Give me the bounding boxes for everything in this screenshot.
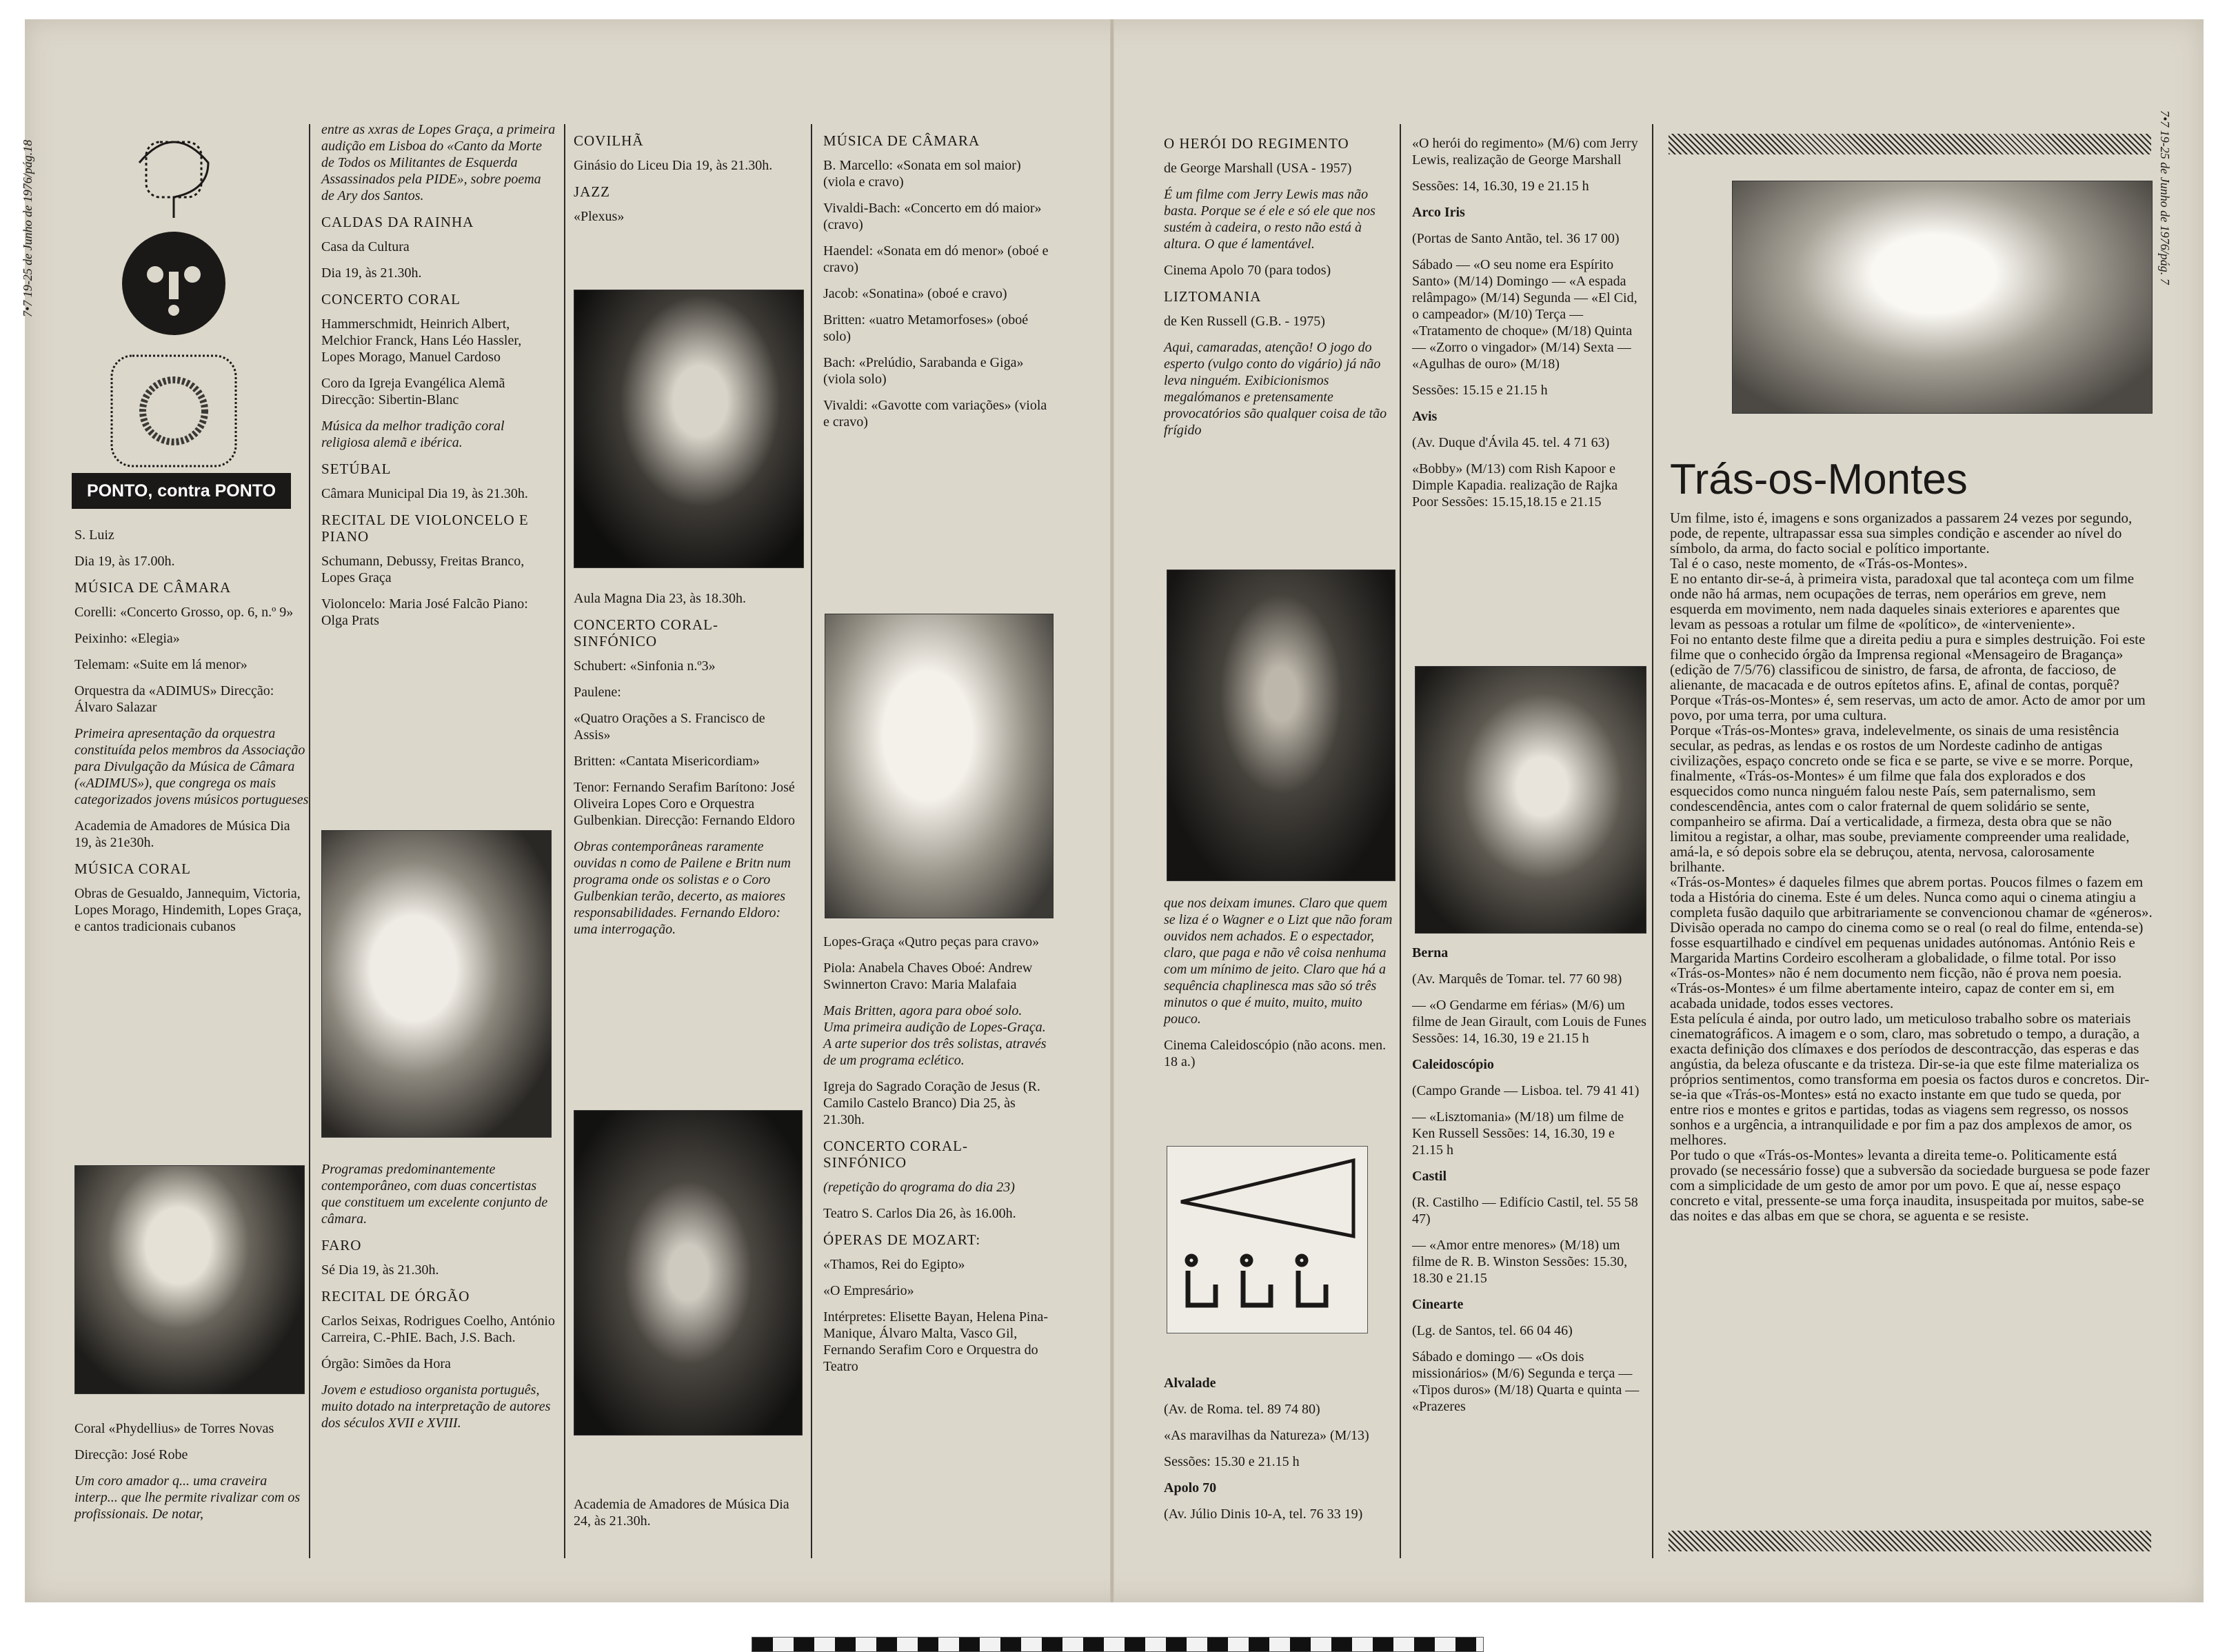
review-note: (repetição do qrograma do dia 23) [823, 1180, 1015, 1195]
listing-text: Sessões: 15.30 e 21.15 h [1164, 1454, 1300, 1469]
top-hatch-band [1669, 134, 2151, 154]
feature-paragraph: Foi no entanto deste filme que a direita pediu a pura e simples destruição. Foi este filme que o conhecido órgão da Imprensa regional «Mensageiro de Bragança» (edição de 7/5/76) classificou de sinistro, de farsa, de afronta, de faccioso, de alienante, de macacada e de outros epítetos afins. E, afinal de contas, porquê? [1670, 631, 2146, 693]
feature-paragraph: «Trás-os-Montes» é daqueles filmes que abrem portas. Poucos filmes o fazem em toda a História do cinema. Este é um deles. Nunca como aqui o cinema atingiu a completa fusão daquilo que arbitrariamente se convencionou chamar de «géneros». Divisão operada no campo do cinema como se o real (o real do filme, entenda-se) fosse esquartilhado e cindível em pequenas unidades autónomas. António Reis e Margarida Martins Cordeiro escolheram a globalidade, o filme total. Por isso «Trás-os-Montes» não é nem documento nem ficção, não é prova nem poesia. «Trás-os-Montes» é um filme abertamente inteiro, capaz de conter em si, em acabada unidade, todos esses vectores. [1670, 874, 2153, 1011]
listing-text: de George Marshall (USA - 1957) [1164, 161, 1352, 176]
section-heading: SETÚBAL [321, 461, 392, 477]
column-3-middle [574, 590, 801, 947]
section-heading: CONCERTO CORAL [321, 291, 461, 308]
listing-text: Orquestra da «ADIMUS» Direcção: Álvaro Salazar [74, 683, 274, 715]
column-5-top [1164, 130, 1395, 448]
listing-text: Casa da Cultura [321, 239, 410, 254]
listing-text: Cinema Caleidoscópio (não acons. men. 18 a.) [1164, 1038, 1387, 1069]
logo-face-icon [122, 232, 225, 335]
listing-text: Paulene: [574, 685, 621, 700]
listing-text: (Av. Marquês de Tomar. tel. 77 60 98) [1412, 971, 1622, 987]
section-heading: CONCERTO CORAL-SINFÓNICO [823, 1138, 968, 1171]
listing-text: Haendel: «Sonata em dó menor» (oboé e cravo) [823, 243, 1049, 275]
section-heading: O HERÓI DO REGIMENTO [1164, 135, 1349, 152]
column-rule [1400, 124, 1401, 1558]
section-heading: MÚSICA CORAL [74, 860, 191, 877]
column-4-bottom [823, 934, 1051, 1384]
feature-paragraph: Um filme, isto é, imagens e sons organizados a passarem 24 vezes por segundo, pode, de repente, ultrapassar essa sua simples condição e ascender ao nível do símbolo, da arma, do facto social e político importante. [1670, 510, 2133, 556]
listing-text: Piola: Anabela Chaves Oboé: Andrew Swinnerton Cravo: Maria Malafaia [823, 960, 1033, 992]
column-3-top [574, 127, 794, 234]
venue-name: Arco Iris [1412, 205, 1465, 220]
listing-text: Câmara Municipal Dia 19, às 21.30h. [321, 486, 528, 501]
ponto-contra-ponto-badge: PONTO, contra PONTO [72, 473, 291, 509]
section-heading: LIZTOMANIA [1164, 288, 1262, 305]
column-rule [1652, 124, 1653, 1558]
listing-text: Coral «Phydellius» de Torres Novas [74, 1421, 274, 1436]
listing-text: Telemam: «Suite em lá menor» [74, 657, 248, 672]
review-note: Programas predominantemente contemporâneo, com duas concertistas que constituem um excelente conjunto de câmara. [321, 1162, 548, 1227]
listing-text: Dia 19, às 21.30h. [321, 265, 422, 281]
listing-text: Sessões: 15.15 e 21.15 h [1412, 383, 1548, 398]
review-note: Mais Britten, agora para oboé solo. Uma primeira audição de Lopes-Graça. A arte superior dos três solistas, através de um programa eclético. [823, 1003, 1047, 1068]
listing-text: — «Lisztomania» (M/18) um filme de Ken Russell Sessões: 14, 16.30, 19 e 21.15 h [1412, 1109, 1624, 1158]
review-note: que nos deixam imunes. Claro que quem se liza é o Wagner e o Lizt que não foram ouvidos nem achados. E o espectador, claro, que paga e não vê coisa nenhuma com um mínimo de jeito. Claro que há a sequência chaplinesca mas são só três minutos o que é muito, muito, muito pouco. [1164, 896, 1393, 1027]
listing-text: «O Empresário» [823, 1283, 914, 1298]
listing-text: — «Amor entre menores» (M/18) um filme de R. B. Winston Sessões: 15.30, 18.30 e 21.15 [1412, 1238, 1628, 1286]
section-heading: CALDAS DA RAINHA [321, 214, 474, 230]
review-note: Primeira apresentação da orquestra constituída pelos membros da Associação para Divulgação da Música de Câmara («ADIMUS»), que congrega os mais categorizados jovens músicos portugueses [74, 726, 309, 807]
listing-text: Britten: «uatro Metamorfoses» (oboé solo) [823, 312, 1029, 344]
photo-tras-os-montes [1732, 181, 2153, 414]
bottom-hatch-band [1669, 1531, 2151, 1551]
listing-text: (Portas de Santo Antão, tel. 36 17 00) [1412, 231, 1620, 246]
column-rule [811, 124, 812, 1558]
listing-text: Aula Magna Dia 23, às 18.30h. [574, 591, 746, 606]
cinema-rating-graphic [1167, 1146, 1368, 1333]
venue-name: Avis [1412, 409, 1438, 424]
listing-text: Schubert: «Sinfonia n.º3» [574, 658, 716, 674]
listing-text: Vivaldi: «Gavotte com variações» (viola e cravo) [823, 398, 1047, 430]
listing-text: Coro da Igreja Evangélica Alemã Direcção: Sibertin-Blanc [321, 376, 505, 407]
listing-text: «O herói do regimento» (M/6) com Jerry Lewis, realização de George Marshall [1412, 136, 1638, 168]
listing-text: — «O Gendarme em férias» (M/6) um filme de Jean Girault, com Louis de Funes Sessões: 14, 16.30, 19 e 21.15 h [1412, 998, 1646, 1046]
section-heading: JAZZ [574, 183, 610, 200]
listing-text: Schumann, Debussy, Freitas Branco, Lopes Graça [321, 554, 525, 585]
listing-text: Direcção: José Robe [74, 1447, 188, 1462]
column-5-bottom [1164, 1375, 1395, 1532]
listing-text: (R. Castilho — Edifício Castil, tel. 55 58 47) [1412, 1195, 1638, 1227]
listing-text: Tenor: Fernando Serafim Barítono: José Oliveira Lopes Coro e Orquestra Gulbenkian. Direcção: Fernando Eldoro [574, 780, 796, 828]
photo-woman-piano [74, 1165, 305, 1394]
listing-text: Sé Dia 19, às 21.30h. [321, 1262, 439, 1278]
listing-text: Academia de Amadores de Música Dia 24, às 21.30h. [574, 1497, 789, 1529]
review-note: Obras contemporâneas raramente ouvidas n como de Pailene e Britn num programa onde os solistas e o Coro Gulbenkian terão, decerto, as maiores responsabilidades. Fernando Eldoro: uma interrogação. [574, 839, 791, 937]
listing-text: Igreja do Sagrado Coração de Jesus (R. Camilo Castelo Branco) Dia 25, às 21.30h. [823, 1079, 1040, 1127]
feature-title: Trás-os-Montes [1670, 456, 1968, 503]
listing-text: «Thamos, Rei do Egipto» [823, 1257, 965, 1272]
column-4-top [823, 127, 1051, 440]
feature-paragraph: Porque «Trás-os-Montes» é, sem reservas, um acto de amor. Acto de amor por um povo, por uma terra, por uma cultura. [1670, 692, 2146, 723]
listing-text: «As maravilhas da Natureza» (M/13) [1164, 1428, 1369, 1443]
listing-text: (Campo Grande — Lisboa. tel. 79 41 41) [1412, 1083, 1640, 1098]
section-heading: MÚSICA DE CÂMARA [823, 132, 980, 149]
scan-ruler [752, 1637, 1484, 1652]
listing-text: Carlos Seixas, Rodrigues Coelho, António Carreira, C.-PhIE. Bach, J.S. Bach. [321, 1313, 555, 1345]
listing-text: Violoncelo: Maria José Falcão Piano: Olga Prats [321, 596, 528, 628]
section-heading: CONCERTO CORAL-SINFÓNICO [574, 616, 718, 649]
review-note: Jovem e estudioso organista português, muito dotado na interpretação de autores dos séculos XVII e XVIII. [321, 1382, 551, 1431]
listing-text: Lopes-Graça «Qutro peças para cravo» [823, 934, 1040, 949]
listing-text: (Av. de Roma. tel. 89 74 80) [1164, 1402, 1320, 1417]
section-heading: FARO [321, 1237, 362, 1253]
listing-text: Sábado — «O seu nome era Espírito Santo» (M/14) Domingo — «A espada relâmpago» (M/14) Segunda — «El Cid, o campeador» (M/10) Terça — «Tratamento de choque» (M/18) Quinta — «Zorro o vingador» (M/14) Sexta — «Agulhas de ouro» (M/18) [1412, 257, 1638, 372]
venue-name: Apolo 70 [1164, 1480, 1217, 1495]
left-margin-label: 7•7 19-25 de Junho de 1976/pág.18 [21, 139, 34, 317]
feature-paragraph: Porque «Trás-os-Montes» grava, indelevelmente, os sinais de uma resistência secular, as pedras, as lendas e os rostos de um Nordeste cadinho de antigas civilizações, espaço concreto onde se fica e se parte, se vive e se morre. Porque, finalmente, «Trás-os-Montes» é um filme que fala dos explorados e dos esquecidos como nunca ninguém falou neste País, sem paternalismo, sem condescendência, antes com o calor fraternal de quem solidário se sente, companheiro se afirma. Daí a verticalidade, a firmeza, desta obra que se não limitou a registar, a olhar, mas soube, previamente compreender uma realidade, amá-la, e só depois sobre ela se debruçou, atenta, nervosa, calorosamente brilhante. [1670, 722, 2133, 875]
listing-text: Dia 19, às 17.00h. [74, 554, 175, 569]
listing-text: «Quatro Orações a S. Francisco de Assis» [574, 711, 765, 743]
listing-text: (Lg. de Santos, tel. 66 04 46) [1412, 1323, 1573, 1338]
feature-article [1670, 510, 2153, 1223]
right-margin-label: 7•7 19-25 de Junho de 1976/pág. 7 [2158, 110, 2172, 285]
review-note: entre as xxras de Lopes Graça, a primeira audição em Lisboa do «Canto da Morte de Todos os Militantes de Esquerda Assassinados pela PIDE», sobre poema de Ary dos Santos. [321, 122, 556, 203]
feature-paragraph: Tal é o caso, neste momento, de «Trás-os-Montes». [1670, 555, 1968, 572]
listing-text: Vivaldi-Bach: «Concerto em dó maior» (cravo) [823, 201, 1042, 232]
listing-text: Intérpretes: Elisette Bayan, Helena Pina-Manique, Álvaro Malta, Vasco Gil, Fernando Serafim Coro e Orquestra do Teatro [823, 1309, 1048, 1374]
column-1-bottom [74, 1420, 309, 1532]
column-1 [74, 527, 309, 945]
section-heading: ÓPERAS DE MOZART: [823, 1231, 981, 1248]
column-rule [309, 124, 310, 1558]
venue-name: Berna [1412, 945, 1449, 960]
listing-text: (Av. Júlio Dinis 10-A, tel. 76 33 19) [1164, 1507, 1363, 1522]
listing-text: Bach: «Prelúdio, Sarabanda e Giga» (viola solo) [823, 355, 1024, 387]
column-2-bottom [321, 1161, 556, 1441]
photo-lisztomania-scene [1167, 570, 1395, 881]
section-heading: RECITAL DE VIOLONCELO E PIANO [321, 512, 529, 545]
venue-name: Cinearte [1412, 1297, 1464, 1312]
listing-text: Cinema Apolo 70 (para todos) [1164, 263, 1331, 278]
listing-text: Peixinho: «Elegia» [74, 631, 180, 646]
listing-text: Obras de Gesualdo, Jannequim, Victoria, Lopes Morago, Hindemith, Lopes Graça, e cantos tradicionais cubanos [74, 886, 302, 934]
column-3-bottom [574, 1496, 801, 1539]
venue-name: Caleidoscópio [1412, 1057, 1494, 1072]
listing-text: Hammerschmidt, Heinrich Albert, Melchior Franck, Hans Léo Hassler, Lopes Morago, Manuel Cardoso [321, 316, 522, 365]
section-heading: COVILHÃ [574, 132, 644, 149]
listing-text: Órgão: Simões da Hora [321, 1356, 451, 1371]
listing-text: S. Luiz [74, 527, 114, 543]
photo-jazz-drummer [574, 290, 804, 568]
listing-text: (Av. Duque d'Ávila 45. tel. 4 71 63) [1412, 435, 1610, 450]
listing-text: Sábado e domingo — «Os dois missionários» (M/6) Segunda e terça — «Tipos duros» (M/18) Quarta e quinta — «Prazeres [1412, 1349, 1640, 1414]
listing-text: Jacob: «Sonatina» (oboé e cravo) [823, 286, 1007, 301]
photo-bobby-actress [1415, 666, 1646, 934]
venue-name: Castil [1412, 1169, 1447, 1184]
review-note: Música da melhor tradição coral religiosa alemã e ibérica. [321, 419, 505, 450]
feature-paragraph: Por tudo o que «Trás-os-Montes» levanta a direita teme-o. Politicamente está provado (se necessário fosse) que a subversão da sociedade burguesa se pode fazer com a simplicidade de um gesto de amor por um povo. E que aí, nesse espaço concreto e vital, pressente-se uma força inaudita, insuspeitada por muitos, sabe-se das noites e das albas em que se chora, se aguenta e se resiste. [1670, 1147, 2150, 1224]
listing-text: Sessões: 14, 16.30, 19 e 21.15 h [1412, 179, 1589, 194]
feature-paragraph: E no entanto dir-se-á, à primeira vista, paradoxal que tal aconteça com um filme onde não há armas, nem ocupações de terras, nem operários em greve, nem esquerda em movimento, nem nada daqueles sinais exteriores e aparentes que levam as pessoas a rotular um filme de «político», de «interveniente». [1670, 570, 2135, 632]
listing-text: Britten: «Cantata Misericordiam» [574, 754, 760, 769]
column-6-top [1412, 135, 1646, 520]
listing-text: B. Marcello: «Sonata em sol maior) (viola e cravo) [823, 158, 1021, 190]
column-2 [321, 121, 556, 638]
review-note: É um filme com Jerry Lewis mas não basta. Porque se é ele e só ele que nos sustém à cadeira, o resto não está à altura. O que é lamentável. [1164, 187, 1376, 252]
listing-text: «Plexus» [574, 209, 625, 224]
page-fold [1110, 19, 1114, 1602]
feature-paragraph: Esta película é ainda, por outro lado, um meticuloso trabalho sobre os materiais cinematográficos. A imagem e o som, claro, mas sobretudo o tempo, a duração, a exacta definição dos clímaxes e dos períodos de descontracção, das esperas e das angústia, da beleza ofuscante e da tristeza. Dir-se-ia que este filme materializa os próprios sentimentos, como transforma em poesia os factos duros e concretos. Dir-se-ia que «Trás-os-Montes» está no exacto instante em que tudo se queda, por entre rios e montes e gritos e partidas, todas as viagens sem regresso, os nossos sonhos e a urgência, a intranquilidade e por fim a paz dos amplexos de amor, os melhores. [1670, 1010, 2150, 1148]
listing-text: Corelli: «Concerto Grosso, op. 6, n.º 9» [74, 605, 294, 620]
column-5-middle [1164, 895, 1395, 1080]
column-6-bottom [1412, 945, 1646, 1424]
listing-text: Teatro S. Carlos Dia 26, às 16.00h. [823, 1206, 1016, 1221]
section-heading: MÚSICA DE CÂMARA [74, 579, 232, 596]
listing-text: de Ken Russell (G.B. - 1975) [1164, 314, 1325, 329]
review-note: Aqui, camaradas, atenção! O jogo do esperto (vulgo conto do vigário) já não leva ninguém. Exibicionismos megalómanos e pretensamente provocatórios são qualquer coisa de tão frígido [1164, 340, 1387, 438]
photo-singer [574, 1110, 803, 1436]
section-heading: RECITAL DE ÓRGÃO [321, 1288, 470, 1305]
photo-cellist [321, 830, 552, 1138]
listing-text: «Bobby» (M/13) com Rish Kapoor e Dimple Kapadia. realização de Rajka Poor Sessões: 15.15,18.15 e 21.15 [1412, 461, 1618, 510]
listing-text: Academia de Amadores de Música Dia 19, às 21e30h. [74, 818, 290, 850]
venue-name: Alvalade [1164, 1376, 1216, 1391]
listing-text: Ginásio do Liceu Dia 19, às 21.30h. [574, 158, 773, 173]
review-note: Um coro amador q... uma craveira interp... que lhe permite rivalizar com os profissionais. De notar, [74, 1473, 301, 1522]
column-rule [564, 124, 565, 1558]
photo-lopes-graca [825, 614, 1054, 918]
ponto-logo [98, 121, 250, 480]
